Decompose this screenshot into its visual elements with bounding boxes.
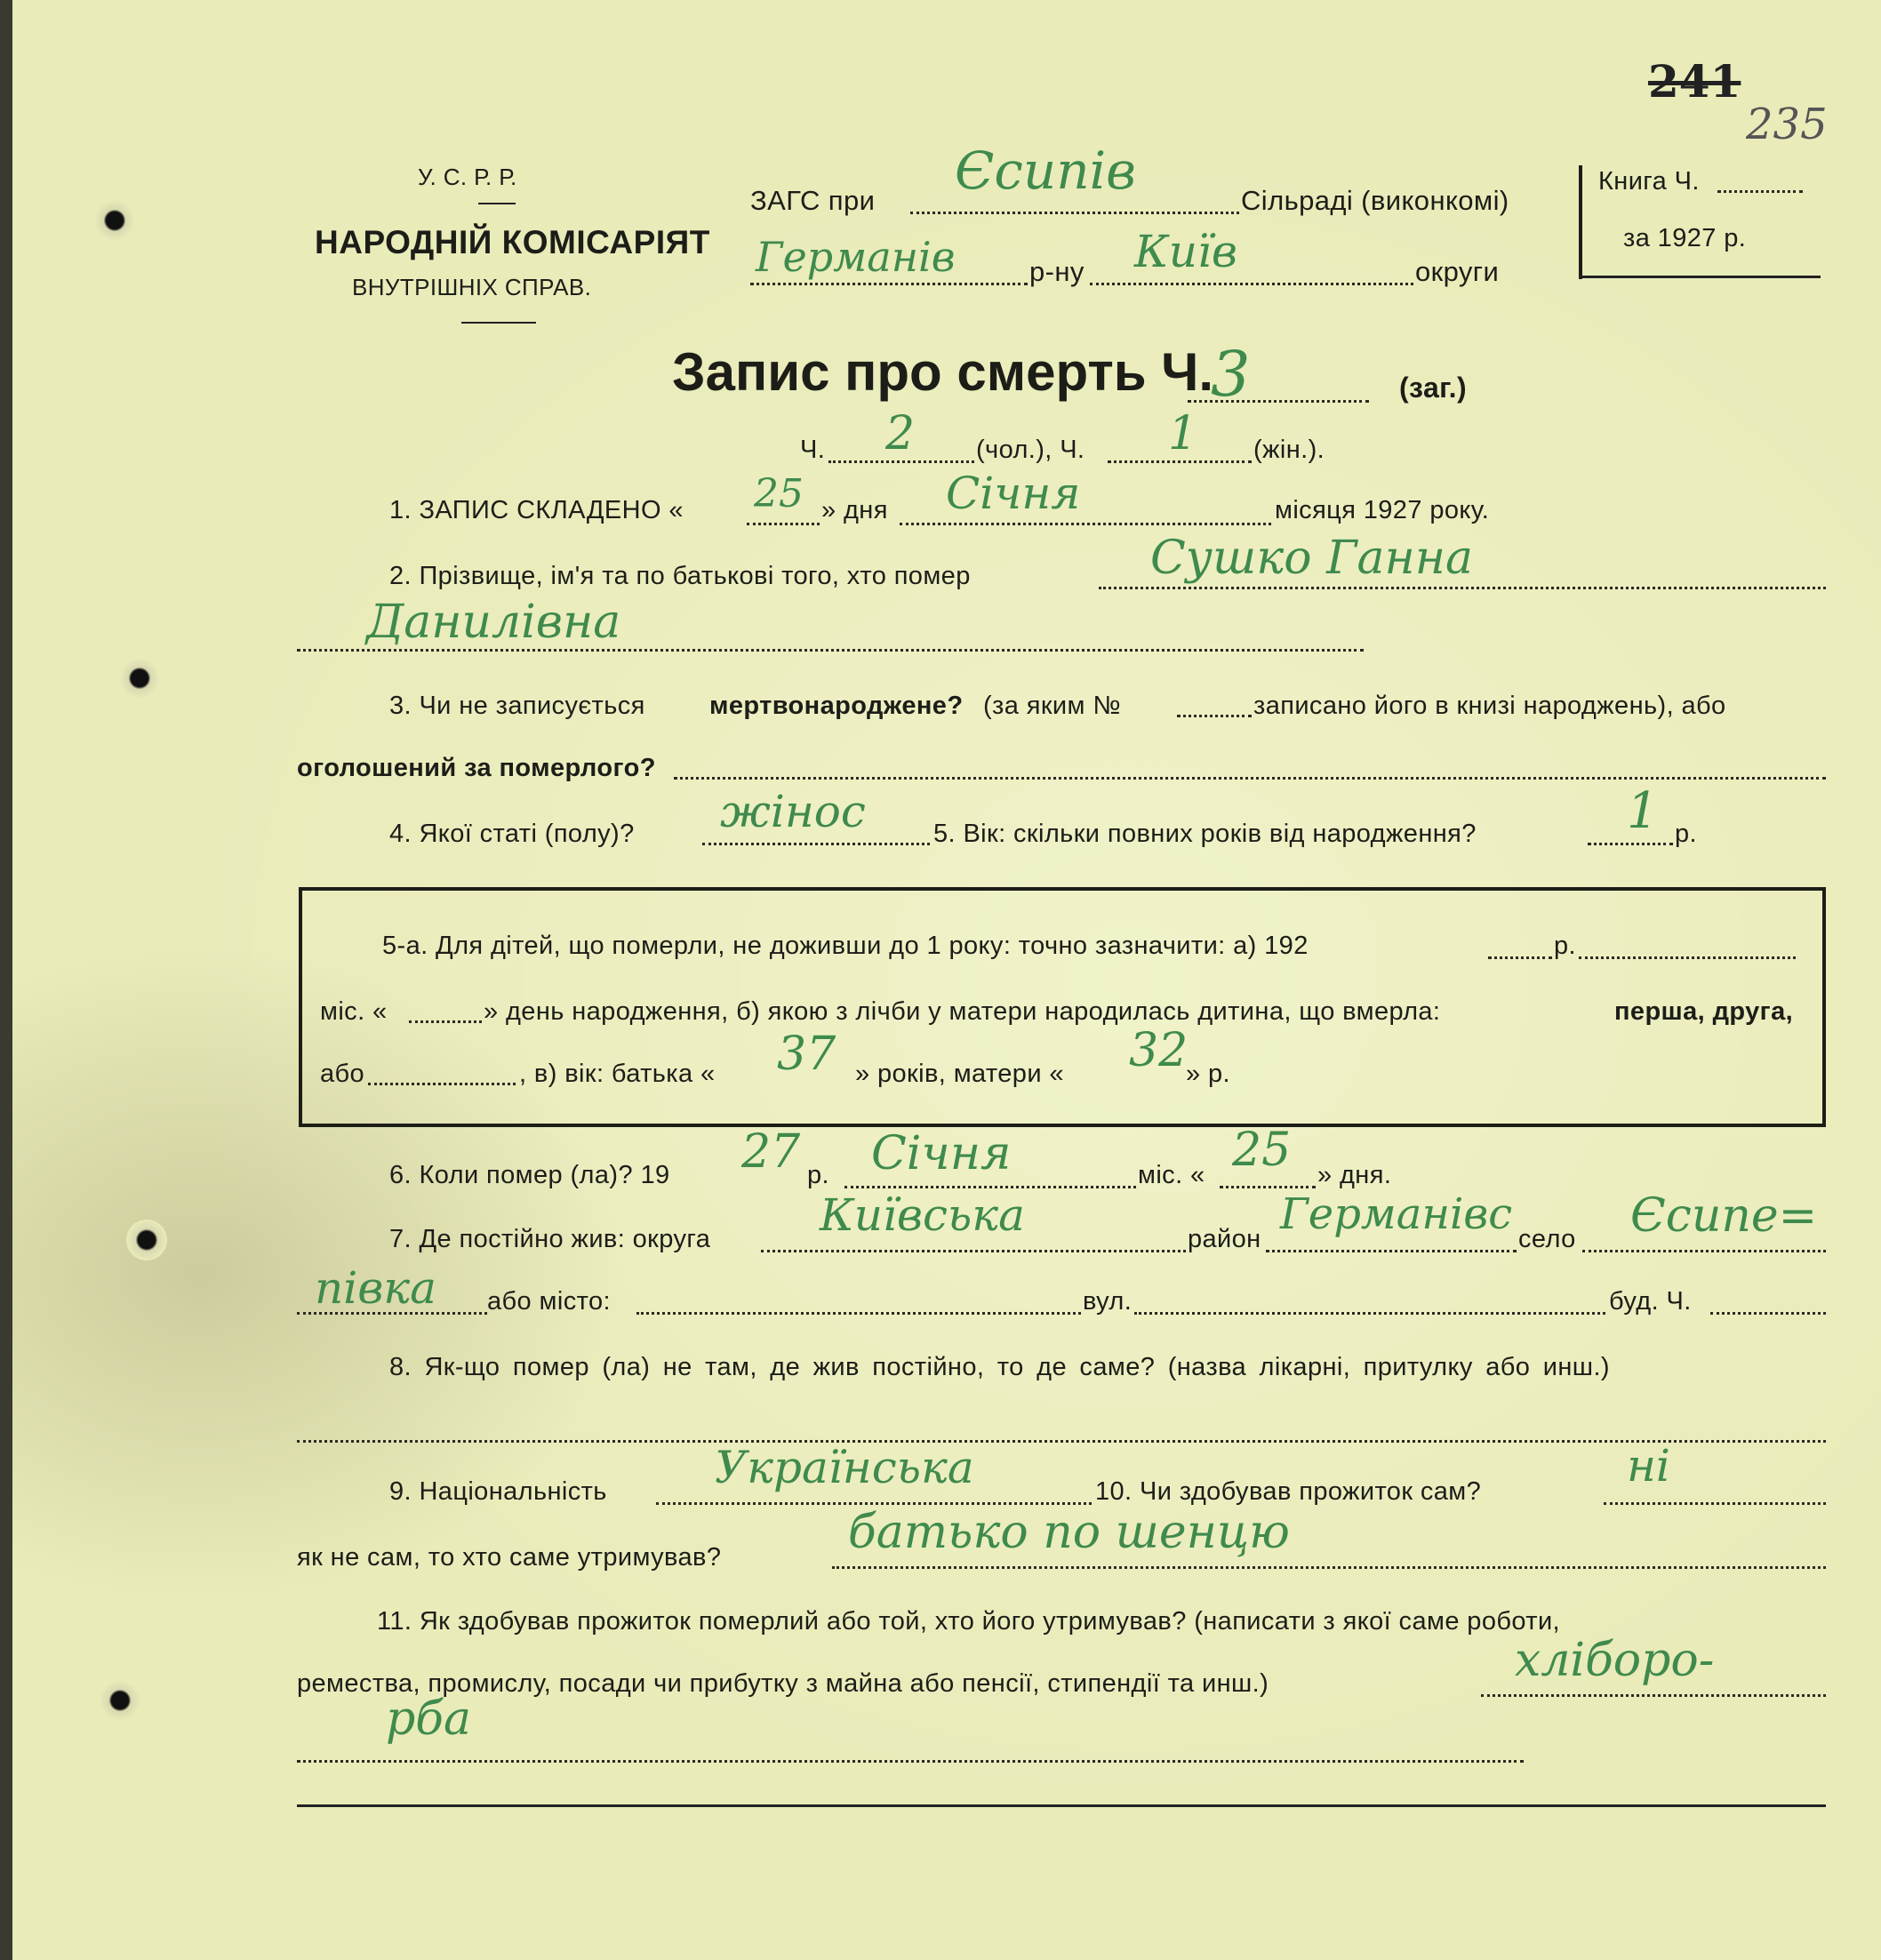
okrug-label: округи — [1415, 256, 1500, 287]
q9-nationality-handwriting: Українська — [715, 1442, 974, 1493]
q9-nationality-field[interactable] — [656, 1502, 1092, 1505]
male-count-handwriting: 2 — [885, 407, 916, 460]
q7-selo-field[interactable] — [1582, 1250, 1826, 1252]
q6-day-field[interactable] — [1220, 1186, 1316, 1188]
rayon-label: р-ну — [1029, 256, 1085, 287]
q5a-line2-a: міс. « — [320, 997, 388, 1026]
q6-month-handwriting: Січня — [871, 1127, 1012, 1180]
q3-text-b: (за яким № — [983, 692, 1121, 720]
q5a-order-field[interactable] — [368, 1083, 516, 1085]
q7-vul-field[interactable] — [1134, 1312, 1605, 1315]
q5a-line1-suffix: р. — [1554, 932, 1576, 960]
female-count-handwriting: 1 — [1168, 407, 1198, 460]
q5-age-suffix: р. — [1675, 820, 1697, 848]
q7-selo-handwriting-2: півка — [315, 1262, 436, 1314]
q3-bold-a: мертвонароджене? — [709, 692, 964, 720]
rayon-field[interactable] — [750, 283, 1028, 285]
q6-suffix: » дня. — [1317, 1161, 1392, 1189]
q1-month-handwriting: Січня — [946, 468, 1081, 519]
q11-handwriting: хліборо- — [1515, 1634, 1715, 1687]
q3-text-a: 3. Чи не записується — [389, 692, 645, 720]
punch-hole — [126, 1220, 167, 1260]
q2-name-handwriting: Сушко Ганна — [1150, 532, 1474, 585]
q8-field[interactable] — [297, 1440, 1826, 1443]
q3-number-field[interactable] — [1177, 715, 1252, 717]
book-label: Книга Ч. — [1598, 167, 1700, 196]
q1-day-handwriting: 25 — [754, 471, 804, 516]
q5a-line3-c: » років, матери « — [855, 1060, 1064, 1088]
q2-label: 2. Прізвище, ім'я та по батькові того, хто помер — [389, 562, 971, 590]
q5a-day-field[interactable] — [409, 1020, 482, 1023]
book-box-border — [1579, 165, 1582, 279]
q7-okrug-field[interactable] — [761, 1250, 1186, 1252]
document-sheet — [12, 0, 1881, 1960]
zags-handwriting: Єсипів — [955, 140, 1136, 201]
q10-label: 10. Чи здобував прожиток сам? — [1095, 1477, 1482, 1506]
q10b-field[interactable] — [832, 1566, 1826, 1569]
q3-declared-field[interactable] — [674, 777, 1826, 780]
page-title: Запис про смерть Ч. — [672, 342, 1214, 402]
zags-suffix: Сільраді (виконкомі) — [1241, 185, 1509, 216]
male-count-field[interactable] — [828, 460, 974, 463]
q2-name-handwriting-2: Данилівна — [366, 596, 621, 649]
q5-age-field[interactable] — [1588, 843, 1673, 845]
punch-hole — [119, 658, 160, 699]
corner-number: 241 — [1648, 55, 1741, 108]
header-internal-affairs: ВНУТРІШНІХ СПРАВ. — [352, 274, 592, 300]
female-count-field[interactable] — [1108, 460, 1252, 463]
q4-sex-field[interactable] — [702, 843, 930, 845]
q5a-year-field[interactable] — [1488, 956, 1552, 959]
q5a-mother-age-handwriting: 32 — [1129, 1024, 1189, 1077]
female-label: (жін.). — [1253, 436, 1325, 464]
q5a-line3-a: або — [320, 1060, 365, 1088]
zags-prefix: ЗАГС при — [750, 185, 876, 216]
q1-month-field[interactable] — [900, 523, 1271, 525]
q11-handwriting-2: рба — [386, 1692, 472, 1746]
header-ussr: У. С. Р. Р. — [418, 164, 517, 190]
q10b-label: як не сам, то хто саме утримував? — [297, 1543, 722, 1572]
q6-prefix: 6. Коли помер (ла)? 19 — [389, 1161, 670, 1189]
q4-sex-handwriting: жінос — [720, 786, 866, 837]
q6-mis: міс. « — [1138, 1161, 1205, 1189]
q1-mid: » дня — [821, 496, 888, 524]
q5a-line3-b: , в) вік: батька « — [519, 1060, 716, 1088]
corner-number-2: 235 — [1746, 100, 1828, 149]
bottom-rule — [297, 1804, 1826, 1807]
q5a-line1: 5-а. Для дітей, що померли, не доживши до 1 року: точно зазначити: а) 192 — [382, 932, 1309, 960]
q6-year-handwriting: 27 — [741, 1125, 801, 1179]
q7-rayon-handwriting: Германівс — [1280, 1189, 1513, 1239]
okrug-handwriting: Київ — [1134, 226, 1237, 277]
q8-text: 8. Як-що помер (ла) не там, де жив постійно, то де саме? (назва лікарні, притулку або инш.) — [389, 1353, 1610, 1381]
q7-misto-field[interactable] — [636, 1312, 1081, 1315]
total-label: (заг.) — [1399, 372, 1468, 404]
punch-hole — [100, 1680, 140, 1721]
q7-prefix: 7. Де постійно жив: округа — [389, 1225, 711, 1253]
q7-bud-field[interactable] — [1710, 1312, 1826, 1315]
q7-misto-label: або місто: — [487, 1287, 611, 1316]
q7-selo-label: село — [1518, 1225, 1576, 1253]
q10-field[interactable] — [1604, 1502, 1826, 1505]
header-divider-2 — [461, 322, 536, 324]
q7-vul-label: вул. — [1083, 1287, 1133, 1316]
q10b-handwriting: батько по шенцю — [848, 1506, 1290, 1559]
q3-bold-b: оголошений за померлого? — [297, 754, 656, 782]
q5-age-handwriting: 1 — [1627, 782, 1659, 840]
q7-rayon-field[interactable] — [1266, 1250, 1517, 1252]
q5a-month-field[interactable] — [1579, 956, 1796, 959]
q4-label: 4. Якої статі (полу)? — [389, 820, 635, 848]
record-number-handwriting: 3 — [1211, 338, 1251, 411]
q5a-father-age-handwriting: 37 — [777, 1028, 836, 1081]
male-ch-label: Ч. — [800, 436, 826, 464]
q7-rayon-label: район — [1188, 1225, 1261, 1253]
rayon-handwriting: Германів — [756, 233, 956, 281]
q10-handwriting: ні — [1627, 1440, 1670, 1492]
male-label: (чол.), Ч. — [976, 436, 1085, 464]
book-number-field[interactable] — [1717, 190, 1803, 193]
q7-okrug-handwriting: Київська — [820, 1189, 1025, 1241]
header-divider — [478, 203, 516, 204]
q6-r: р. — [807, 1161, 829, 1189]
punch-hole — [94, 200, 135, 241]
q7-bud-label: буд. Ч. — [1609, 1287, 1692, 1316]
q5a-line2-b: » день народження, б) якою з лічби у матери народилась дитина, що вмерла: — [484, 997, 1441, 1026]
q1-prefix: 1. ЗАПИС СКЛАДЕНО « — [389, 496, 684, 524]
q11-line2: ремества, промислу, посади чи прибутку з майна або пенсії, стипендії та инш.) — [297, 1669, 1269, 1698]
q3-text-c: записано його в книзі народжень), або — [1253, 692, 1726, 720]
q11-field[interactable] — [1481, 1694, 1826, 1697]
q1-suffix: місяця 1927 року. — [1275, 496, 1490, 524]
q5-label: 5. Вік: скільки повних років від народження? — [933, 820, 1477, 848]
book-year: за 1927 р. — [1623, 224, 1747, 252]
book-box-bottom — [1579, 276, 1821, 278]
zags-field[interactable] — [910, 212, 1239, 214]
q5a-line3-d: » р. — [1186, 1060, 1230, 1088]
q11-line1: 11. Як здобував прожиток померлий або той, хто його утримував? (написати з якої саме роботи, — [377, 1607, 1560, 1636]
q2-name-field[interactable] — [1099, 587, 1826, 589]
header-commissariat: НАРОДНІЙ КОМІСАРІЯТ — [315, 224, 710, 260]
q1-day-field[interactable] — [747, 523, 820, 525]
q11-field-2[interactable] — [297, 1760, 1524, 1763]
q5a-line2-bold: перша, друга, — [1614, 997, 1794, 1026]
q6-day-handwriting: 25 — [1232, 1124, 1292, 1177]
okrug-field[interactable] — [1090, 283, 1413, 285]
q2-name-field-2[interactable] — [297, 649, 1364, 652]
q6-month-field[interactable] — [844, 1186, 1136, 1188]
q9-label: 9. Національність — [389, 1477, 607, 1506]
q7-selo-handwriting: Єсипе= — [1630, 1189, 1818, 1243]
